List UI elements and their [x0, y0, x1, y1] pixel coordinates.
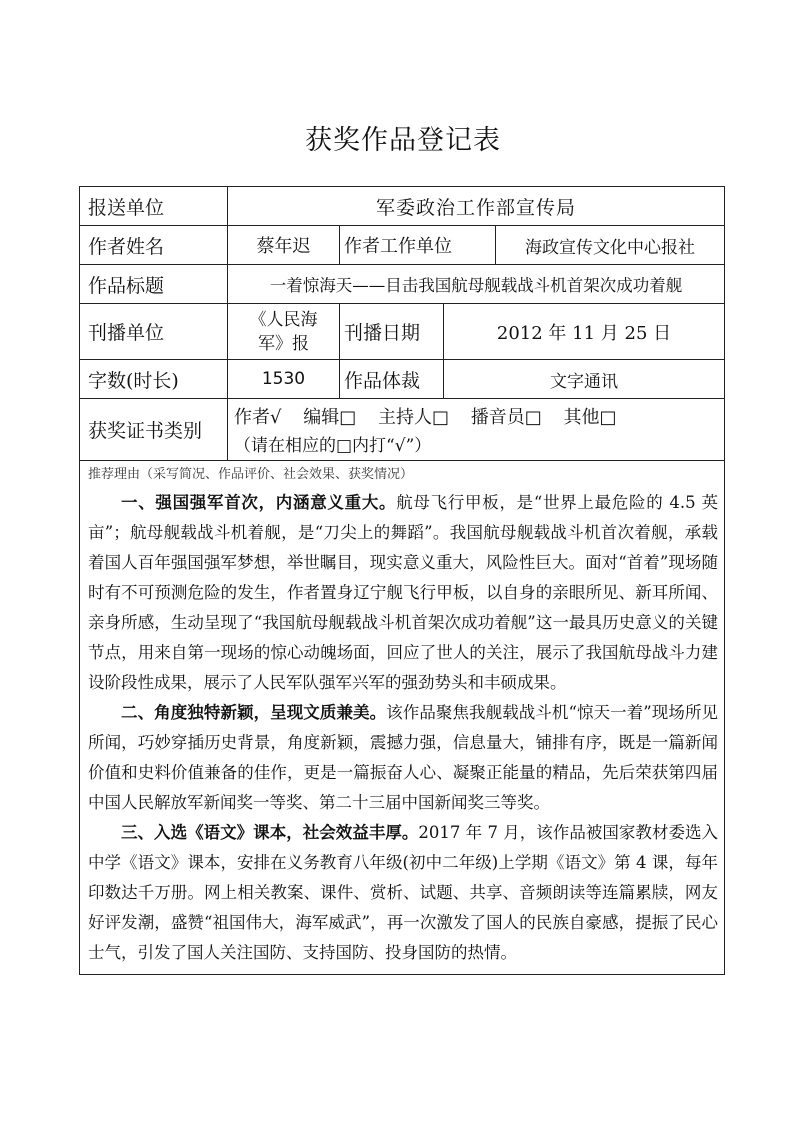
- registration-table: [79, 186, 725, 975]
- reason-paragraph-1: [88, 488, 718, 698]
- option-announcer-checkbox[interactable]: 播音员□: [470, 407, 542, 428]
- genre-label: 作品体裁: [340, 360, 444, 399]
- row-reason: [80, 461, 725, 975]
- row-submit-unit: [80, 187, 725, 226]
- row-word-count: [80, 360, 725, 399]
- publisher-label: 刊播单位: [80, 304, 228, 360]
- publish-date-label: 刊播日期: [340, 304, 444, 360]
- submit-unit-value: 军委政治工作部宣传局: [228, 187, 725, 226]
- word-count-value: 1530: [228, 360, 340, 399]
- reason-2-heading: 二、角度独特新颖，呈现文质兼美。: [121, 703, 387, 722]
- option-editor-checkbox[interactable]: 编辑□: [303, 407, 357, 428]
- work-unit-value: 海政宣传文化中心报社: [496, 226, 725, 265]
- submit-unit-label: 报送单位: [80, 187, 228, 226]
- author-name-label: 作者姓名: [80, 226, 228, 265]
- reason-2-text: 该作品聚焦我舰载战斗机“惊天一着”现场所见所闻，巧妙穿插历史背景，角度新颖，震撼力强，信息量大，铺排有序，既是一篇新闻价值和史料价值兼备的佳作，更是一篇振奋人心、凝聚正能量的精品，先后荣获第四届中国人民解放军新闻奖一等奖、第二十三届中国新闻奖三等奖。: [88, 703, 719, 812]
- work-unit-label: 作者工作单位: [340, 226, 496, 265]
- reason-paragraph-3: [88, 818, 718, 968]
- reason-3-heading: 三、入选《语文》课本，社会效益丰厚。: [121, 823, 419, 842]
- genre-value: 文字通讯: [444, 360, 725, 399]
- author-name-value: 蔡年迟: [228, 226, 340, 265]
- reason-1-text: 航母飞行甲板，是“世界上最危险的 4.5 英亩”；航母舰载战斗机着舰，是“刀尖上的舞蹈”。我国航母舰载战斗机首次着舰，承载着国人百年强国强军梦想，举世瞩目，现实意义重大，风险性巨大。面对“首着”现场随时有不可预测危险的发生，作者置身辽宁舰飞行甲板，以自身的亲眼所见、新耳所闻、亲身所感，生动呈现了“我国航母舰载战斗机首架次成功着舰”这一最具历史意义的关键节点，用来自第一现场的惊心动魄场面，回应了世人的关注，展示了我国航母战斗力建设阶段性成果，展示了人民军队强军兴军的强劲势头和丰硕成果。: [88, 493, 719, 692]
- row-certificate: [80, 399, 725, 461]
- row-work-title: [80, 265, 725, 304]
- work-title-value: 一着惊海天——目击我国航母舰载战斗机首架次成功着舰: [228, 265, 725, 304]
- reason-cell: [80, 461, 725, 975]
- reason-1-heading: 一、强国强军首次，内涵意义重大。: [121, 493, 397, 512]
- work-title-label: 作品标题: [80, 265, 228, 304]
- publisher-value: [228, 304, 340, 360]
- row-publisher: [80, 304, 725, 360]
- row-author: [80, 226, 725, 265]
- publisher-value-line1: 《人民海: [249, 309, 318, 330]
- certificate-options: [228, 399, 725, 461]
- publisher-value-line2: 军》报: [258, 333, 309, 354]
- option-author-checkbox[interactable]: 作者√: [234, 407, 282, 428]
- publish-date-value: 2012 年 11 月 25 日: [444, 304, 725, 360]
- certificate-label: 获奖证书类别: [80, 399, 228, 461]
- option-host-checkbox[interactable]: 主持人□: [377, 407, 449, 428]
- reason-3-text: 2017 年 7 月，该作品被国家教材委选入中学《语文》课本，安排在义务教育八年级(初中二年级)上学期《语文》第 4 课，每年印数达千万册。网上相关教案、课件、赏析、试题、共享、音频朗读等连篇累牍，网友好评发潮，盛赞“祖国伟大，海军威武”，再一次激发了国人的民族自豪感，提振了民心士气，引发了国人关注国防、支持国防、投身国防的热情。: [88, 823, 719, 962]
- certificate-note: （请在相应的□内打“√”）: [234, 436, 432, 456]
- option-other-checkbox[interactable]: 其他□: [563, 407, 617, 428]
- word-count-label: 字数(时长): [80, 360, 228, 399]
- form-title: 获奖作品登记表: [305, 125, 501, 156]
- reason-paragraph-2: [88, 698, 718, 818]
- reason-heading: 推荐理由（采写简况、作品评价、社会效果、获奖情况）: [88, 467, 414, 482]
